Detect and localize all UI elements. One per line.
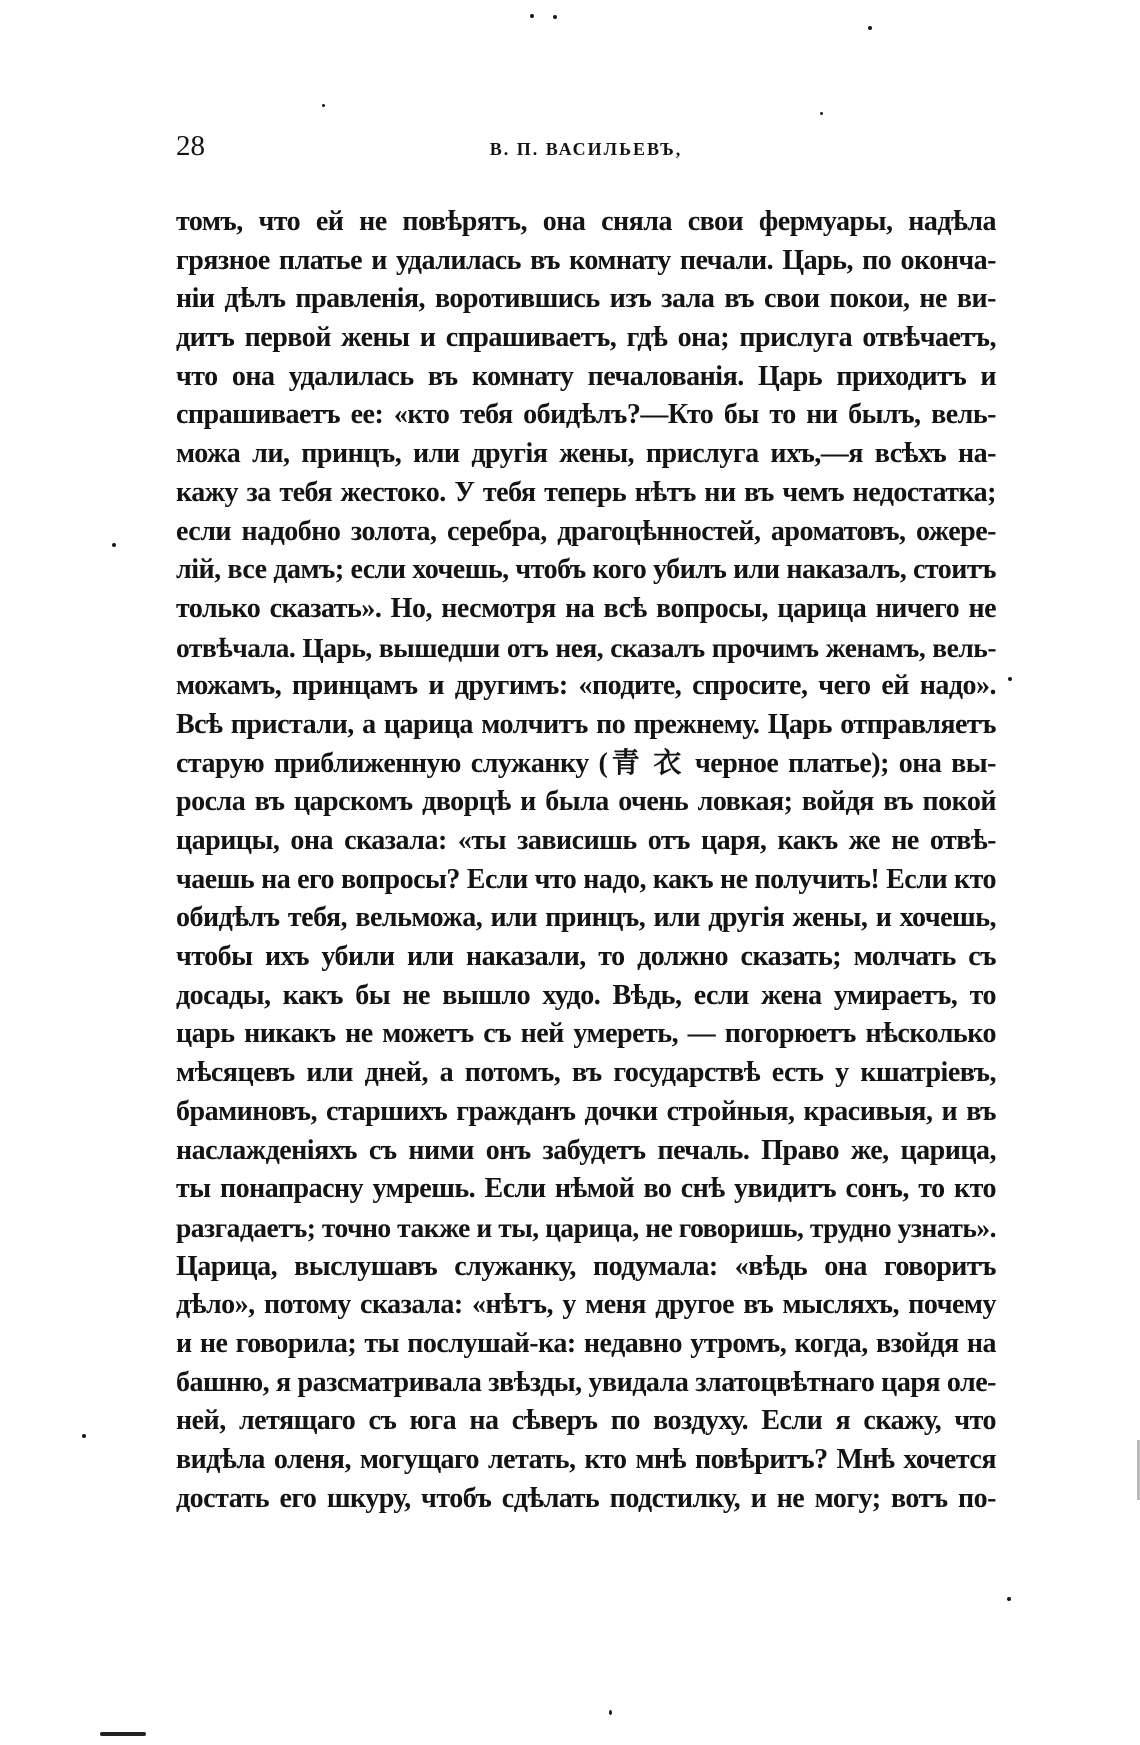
text-line: что она удалилась въ комнату печалованія. Царь приходитъ и — [176, 360, 996, 392]
text-line: ніи дѣлъ правленія, воротившись изъ зала въ свои покои, не ви- — [176, 283, 996, 315]
text-line: кажу за тебя жестоко. У тебя теперь нѣтъ ни въ чемъ недостатка; — [176, 476, 996, 508]
scan-speck — [609, 1710, 612, 1715]
text-line: обидѣлъ тебя, вельможа, или принцъ, или другія жены, и хочешь, — [176, 902, 996, 934]
text-line: ней, летящаго съ юга на сѣверъ по воздуху. Если я скажу, что — [176, 1405, 996, 1437]
text-line: росла въ царскомъ дворцѣ и была очень ловкая; войдя въ покой — [176, 786, 996, 818]
body-text — [176, 203, 996, 1518]
text-line: отвѣчала. Царь, вышедши отъ нея, сказалъ прочимъ женамъ, вель- — [176, 631, 996, 663]
scan-edge-mark — [100, 1732, 146, 1736]
text-line: и не говорила; ты послушай-ка: недавно утромъ, когда, взойдя на — [176, 1327, 996, 1359]
scan-speck — [868, 26, 872, 30]
text-line: можа ли, принцъ, или другія жены, прислуга ихъ,—я всѣхъ на- — [176, 438, 996, 470]
text-line: дитъ первой жены и спрашиваетъ, гдѣ она; прислуга отвѣчаетъ, — [176, 322, 996, 354]
text-line: ты понапрасну умрешь. Если нѣмой во снѣ увидитъ сонъ, то кто — [176, 1173, 996, 1205]
text-line: только сказать». Но, несмотря на всѣ вопросы, царица ничего не — [176, 592, 996, 624]
text-line: наслажденіяхъ съ ними онъ забудетъ печаль. Право же, царица, — [176, 1134, 996, 1166]
scan-speck — [820, 112, 823, 115]
scan-speck — [322, 104, 325, 107]
text-line: томъ, что ей не повѣрятъ, она сняла свои фермуары, надѣла — [176, 206, 996, 237]
page-number: 28 — [176, 130, 205, 162]
text-line: досады, какъ бы не вышло худо. Вѣдь, если жена умираетъ, то — [176, 979, 996, 1011]
scan-speck — [112, 543, 116, 547]
text-line: царь никакъ не можетъ съ ней умереть, — погорюетъ нѣсколько — [176, 1018, 996, 1050]
text-line: лій, все дамъ; если хочешь, чтобъ кого убилъ или наказалъ, стоитъ — [176, 554, 996, 586]
scan-speck — [530, 14, 534, 18]
text-line: спрашиваетъ ее: «кто тебя обидѣлъ?—Кто бы то ни былъ, вель- — [176, 399, 996, 431]
text-line: чтобы ихъ убили или наказали, то должно сказать; молчать съ — [176, 941, 996, 973]
text-line: достать его шкуру, чтобъ сдѣлать подстилку, и не могу; вотъ по- — [176, 1482, 996, 1514]
page-header — [176, 128, 996, 168]
text-line: грязное платье и удалилась въ комнату печали. Царь, по оконча- — [176, 244, 996, 276]
text-line: царицы, она сказала: «ты зависишь отъ царя, какъ же не отвѣ- — [176, 825, 996, 856]
text-line: можамъ, принцамъ и другимъ: «подите, спросите, чего ей надо». — [176, 670, 996, 702]
text-line: Всѣ пристали, а царица молчитъ по прежнему. Царь отправляетъ — [176, 708, 996, 740]
text-line: старую приближенную служанку (青 衣 черное платье); она вы- — [176, 747, 996, 779]
scan-speck — [82, 1434, 86, 1438]
text-line: мѣсяцевъ или дней, а потомъ, въ государствѣ есть у кшатріевъ, — [176, 1057, 996, 1089]
text-line: Царица, выслушавъ служанку, подумала: «вѣдь она говоритъ — [176, 1250, 996, 1282]
text-line: разгадаетъ; точно также и ты, царица, не говоришь, трудно узнать». — [176, 1211, 996, 1243]
text-line: браминовъ, старшихъ гражданъ дочки стройныя, красивыя, и въ — [176, 1095, 996, 1127]
scan-speck — [1007, 1597, 1011, 1601]
scan-speck — [553, 15, 557, 19]
text-line: дѣло», потому сказала: «нѣтъ, у меня другое въ мысляхъ, почему — [176, 1289, 996, 1321]
text-line: если надобно золота, серебра, драгоцѣнностей, ароматовъ, ожере- — [176, 515, 996, 547]
text-line: башню, я разсматривала звѣзды, увидала златоцвѣтнаго царя оле- — [176, 1366, 996, 1398]
running-head: В. П. ВАСИЛЬЕВЪ, — [489, 139, 683, 159]
text-line: чаешь на его вопросы? Если что надо, какъ не получить! Если кто — [176, 863, 996, 895]
text-line: видѣла оленя, могущаго летать, кто мнѣ повѣритъ? Мнѣ хочется — [176, 1444, 996, 1475]
scan-speck — [1008, 677, 1012, 681]
